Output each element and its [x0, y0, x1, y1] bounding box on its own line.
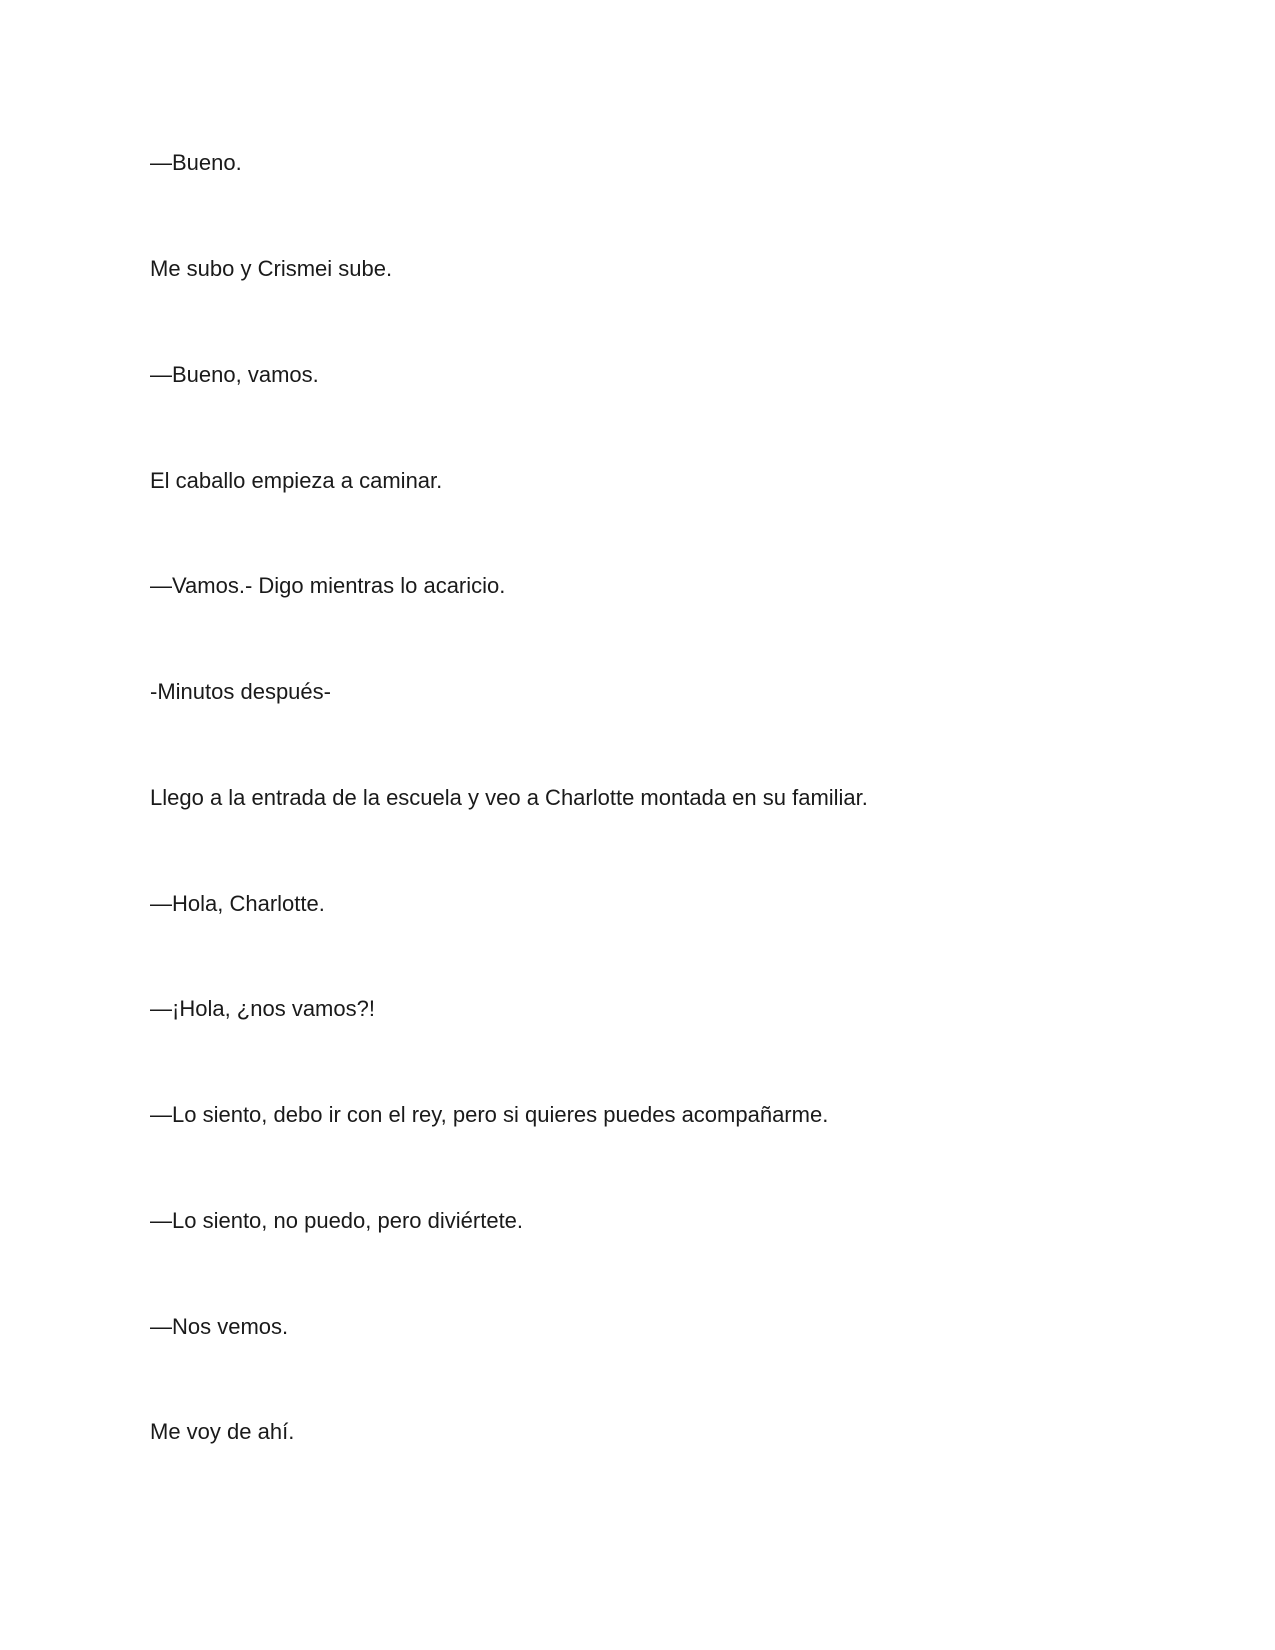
paragraph: —¡Hola, ¿nos vamos?! [150, 996, 375, 1021]
paragraph: —Lo siento, debo ir con el rey, pero si quieres puedes acompañarme. [150, 1102, 829, 1127]
paragraph: —Bueno, vamos. [150, 362, 319, 387]
paragraph: —Lo siento, no puedo, pero diviértete. [150, 1208, 524, 1233]
section-break: -Minutos después- [150, 679, 331, 704]
paragraph: —Hola, Charlotte. [150, 891, 325, 916]
paragraph: El caballo empieza a caminar. [150, 468, 443, 493]
paragraph: Llego a la entrada de la escuela y veo a Charlotte montada en su familiar. [150, 785, 868, 810]
paragraph: —Bueno. [150, 150, 242, 175]
paragraph: Me subo y Crismei sube. [150, 256, 393, 281]
paragraph: —Vamos.- Digo mientras lo acaricio. [150, 573, 506, 598]
paragraph: —Nos vemos. [150, 1314, 289, 1339]
paragraph: Me voy de ahí. [150, 1419, 295, 1444]
